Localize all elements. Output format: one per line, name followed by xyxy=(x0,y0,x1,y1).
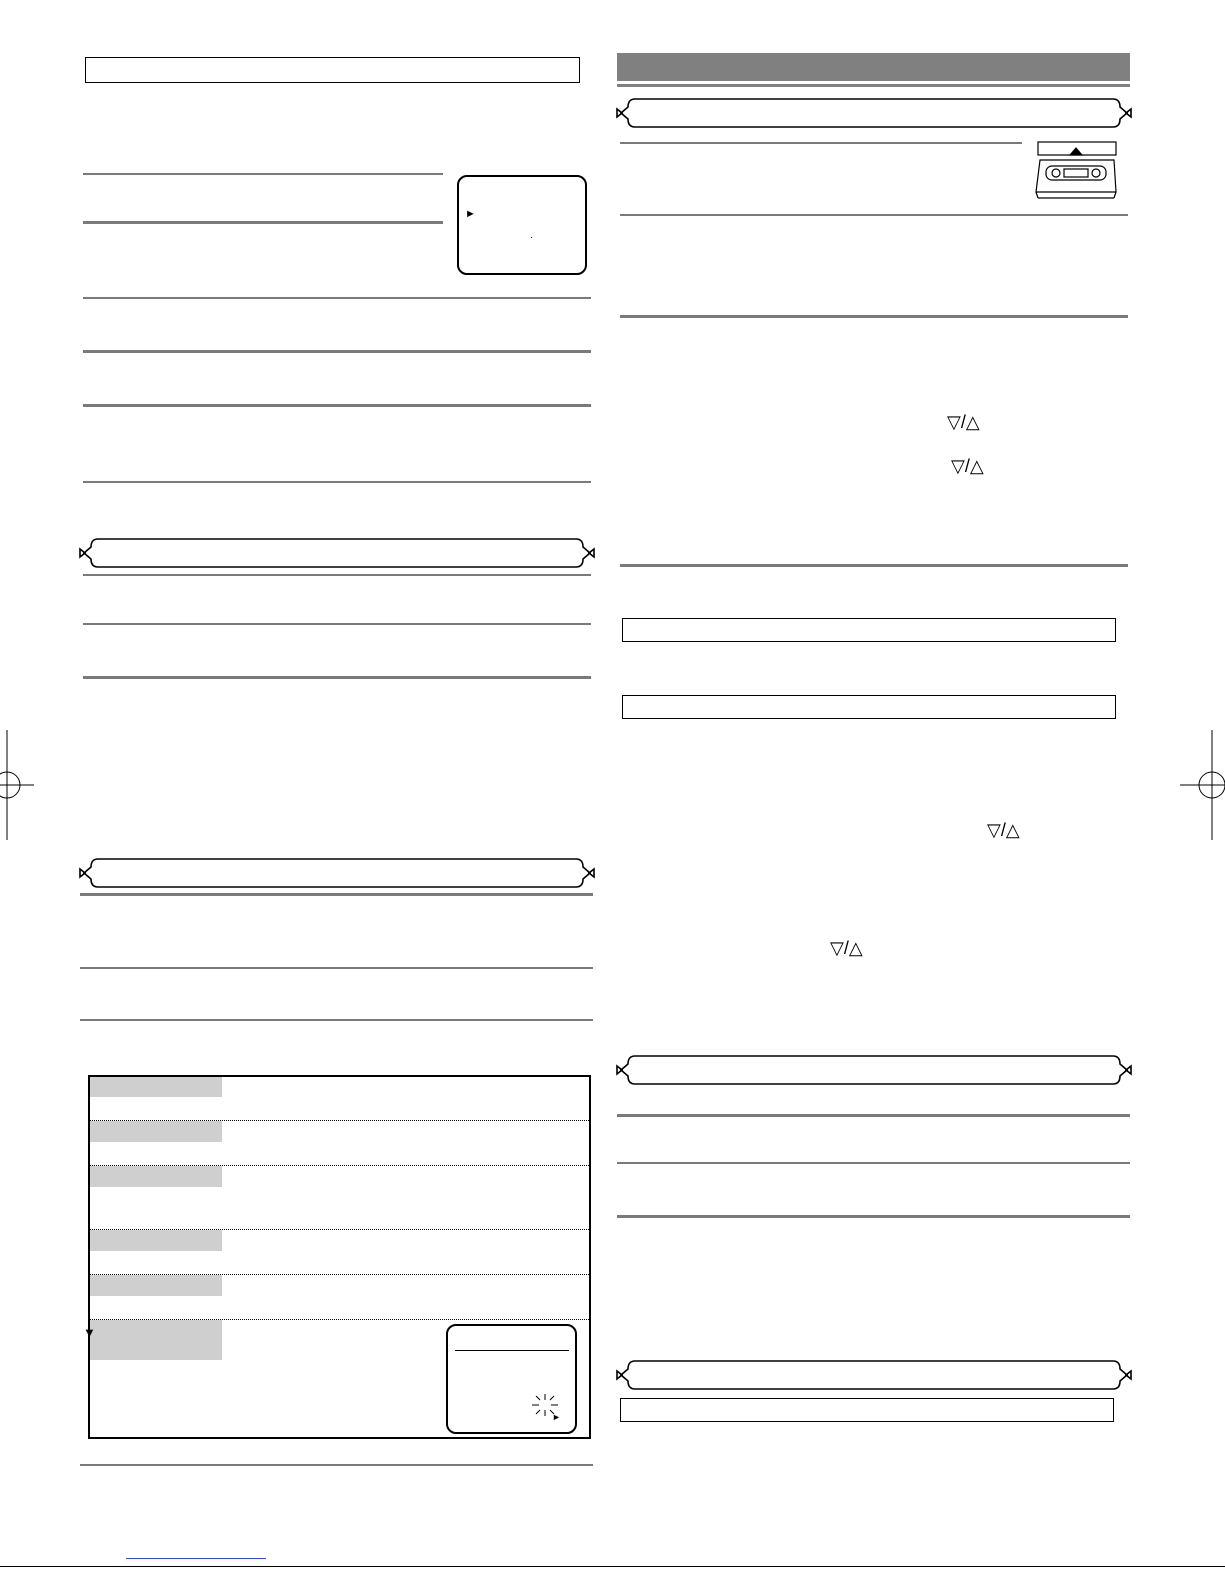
left-rule xyxy=(83,404,591,407)
table-row-label xyxy=(90,1166,222,1187)
down-arrow-icon: ▼ xyxy=(83,1325,96,1340)
screen-dot: · xyxy=(530,232,534,243)
right-rule xyxy=(617,1162,1130,1164)
table-row-label xyxy=(90,1275,222,1296)
section-header-bar xyxy=(617,53,1130,81)
footer-link-rule xyxy=(126,1558,266,1559)
down-up-arrow-icon: ▽/△ xyxy=(830,938,863,958)
table-row-label xyxy=(90,1077,222,1097)
flow-line xyxy=(89,1077,90,1339)
table-row-label xyxy=(90,1230,222,1251)
section-banner xyxy=(78,537,596,569)
cassette-tape-icon xyxy=(1030,140,1120,200)
left-rule xyxy=(83,623,591,625)
left-rule xyxy=(83,350,591,353)
tv-screen-display xyxy=(446,1324,577,1434)
down-up-arrow-icon: ▽/△ xyxy=(987,820,1020,840)
left-rule xyxy=(83,173,443,175)
bracket-banner-icon xyxy=(617,99,1131,127)
section-banner xyxy=(615,97,1133,129)
right-rule xyxy=(617,1114,1130,1117)
bracket-banner-icon xyxy=(617,1056,1131,1084)
right-rule xyxy=(620,315,1128,318)
menu-pointer-icon: ► xyxy=(552,1412,561,1422)
left-rule xyxy=(80,1019,593,1021)
bracket-banner-icon xyxy=(80,859,594,887)
table-row-label xyxy=(90,1320,222,1360)
left-rule xyxy=(83,676,591,679)
right-rule xyxy=(617,1215,1130,1218)
section-banner xyxy=(615,1359,1133,1391)
section-banner xyxy=(78,857,596,889)
bracket-banner-icon xyxy=(80,539,594,567)
header-underline xyxy=(617,84,1130,87)
down-up-arrow-icon: ▽/△ xyxy=(947,412,980,432)
right-note-box xyxy=(622,618,1116,642)
registration-mark-icon xyxy=(1180,730,1225,840)
procedure-table xyxy=(83,1075,591,1439)
tv-screen-display xyxy=(457,175,587,275)
page-bottom-rule xyxy=(0,1566,1225,1567)
left-rule xyxy=(83,297,591,299)
left-rule xyxy=(83,574,591,576)
right-rule xyxy=(620,142,1022,144)
right-note-box xyxy=(620,1398,1114,1422)
menu-pointer-icon: ► xyxy=(465,208,476,220)
screen-rule xyxy=(455,1350,569,1351)
down-up-arrow-icon: ▽/△ xyxy=(951,456,984,476)
registration-mark-icon xyxy=(0,730,34,840)
bracket-banner-icon xyxy=(617,1361,1131,1389)
left-rule xyxy=(80,1464,593,1466)
left-title-box xyxy=(85,57,580,83)
left-rule xyxy=(83,221,443,224)
table-row-label xyxy=(90,1121,222,1142)
left-rule xyxy=(83,481,591,483)
right-note-box xyxy=(622,695,1116,719)
right-rule xyxy=(620,214,1128,216)
section-banner xyxy=(615,1054,1133,1086)
left-rule xyxy=(80,893,593,896)
right-rule xyxy=(620,564,1128,567)
left-rule xyxy=(80,967,593,969)
